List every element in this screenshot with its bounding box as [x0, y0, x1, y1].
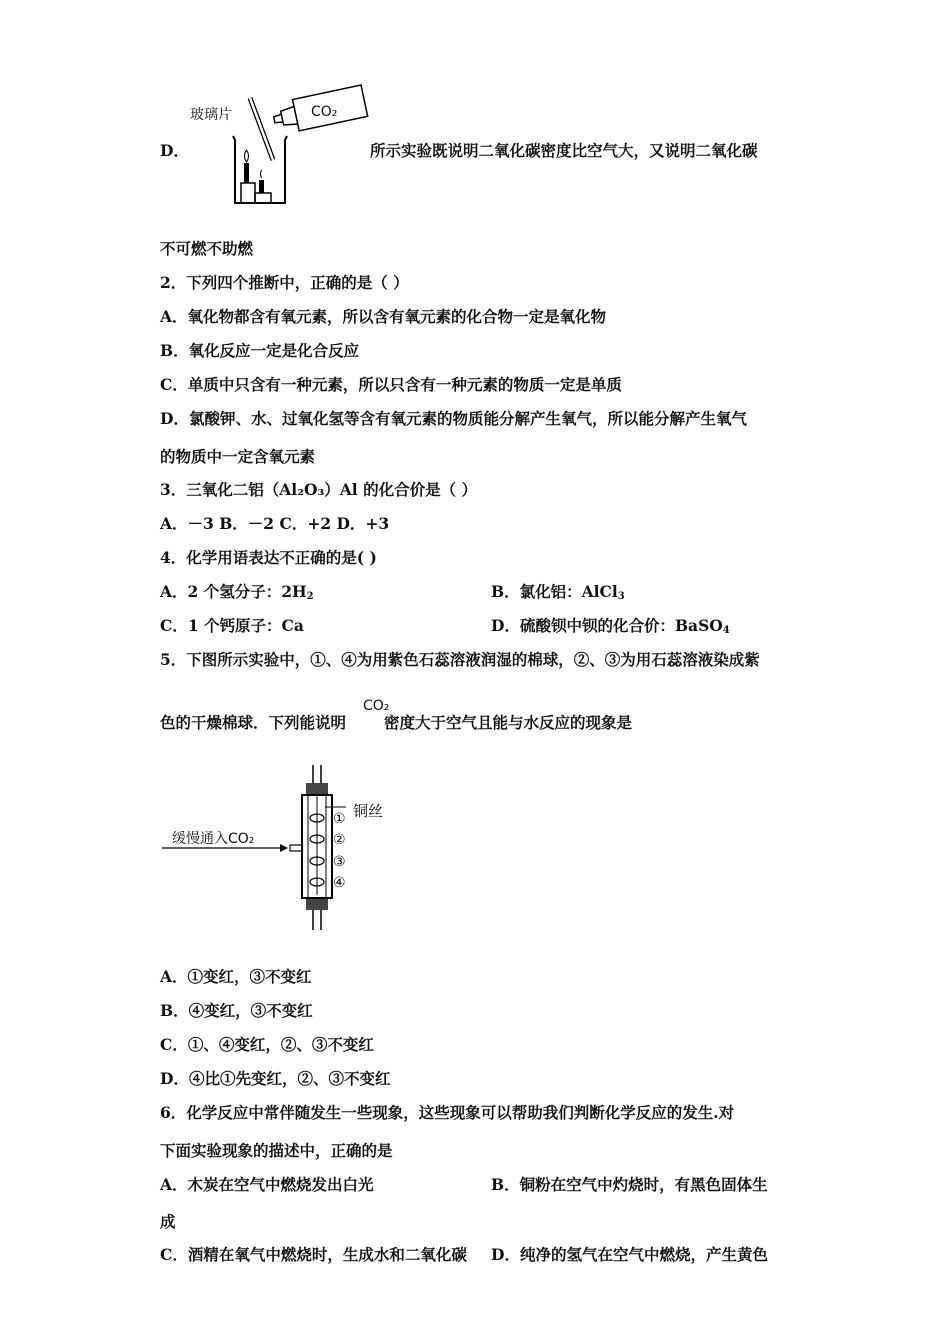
q5-option-c: C．①、④变红，②、③不变红 [160, 1035, 374, 1054]
ball-label-3: ③ [333, 854, 346, 870]
ball-label-2: ② [333, 832, 346, 848]
q2-stem: 2．下列四个推断中，正确的是（ ） [160, 273, 409, 292]
q5-stem: 5．下图所示实验中，①、④为用紫色石蕊溶液润湿的棉球，②、③为用石蕊溶液染成紫 [160, 650, 760, 669]
beaker-co2-figure [185, 78, 375, 208]
q4-option-d: D．硫酸钡中钡的化合价：BaSO$_4$ [491, 616, 730, 636]
q4-option-a: A．2 个氢分子：$2H_2$ [160, 582, 314, 602]
glass-plate-label: 玻璃片 [190, 107, 232, 123]
q4-option-c: C．1 个钙原子：Ca [160, 616, 304, 635]
q2-option-d: D．氯酸钾、水、过氧化氢等含有氧元素的物质能分解产生氧气，所以能分解产生氧气 [160, 409, 747, 428]
q6-option-b: B．铜粉在空气中灼烧时，有黑色固体生 [491, 1175, 768, 1194]
q2-option-c: C．单质中只含有一种元素，所以只含有一种元素的物质一定是单质 [160, 375, 622, 394]
q1-option-d-text: 所示实验既说明二氧化碳密度比空气大，又说明二氧化碳 [370, 141, 758, 160]
copper-wire-label: 铜丝 [353, 802, 384, 820]
q5-co2-inline: CO₂ [363, 698, 390, 714]
q6-option-c: C．酒精在氧气中燃烧时，生成水和二氧化碳 [160, 1245, 467, 1264]
q5-option-d: D．④比①先变红，②、③不变红 [160, 1069, 391, 1088]
q6-option-a: A．木炭在空气中燃烧发出白光 [160, 1175, 374, 1194]
q5-stem-cont: 色的干燥棉球．下列能说明 密度大于空气且能与水反应的现象是 [160, 713, 633, 732]
q1-option-d-text-cont: 不可燃不助燃 [160, 239, 254, 258]
q6-option-d: D．纯净的氢气在空气中燃烧，产生黄色 [491, 1245, 768, 1264]
q6-option-b-cont: 成 [160, 1212, 176, 1231]
q5-option-b: B．④变红，③不变红 [160, 1001, 313, 1020]
q4-option-b: B．氯化铝：AlCl$_3$ [491, 582, 625, 602]
q5-option-a: A．①变红，③不变红 [160, 967, 312, 986]
q6-stem-cont: 下面实验现象的描述中，正确的是 [160, 1141, 393, 1160]
ball-label-1: ① [333, 811, 346, 827]
q1-option-d-label: D． [160, 141, 189, 160]
q3-stem: 3．三氧化二铝（Al₂O₃）Al 的化合价是（ ） [160, 480, 477, 499]
co2-inlet-label: 缓慢通入CO₂ [172, 831, 255, 847]
q4-stem: 4．化学用语表达不正确的是( ) [160, 548, 377, 567]
q6-stem: 6．化学反应中常伴随发生一些现象，这些现象可以帮助我们判断化学反应的发生.对 [160, 1103, 735, 1122]
co2-bottle-label: CO₂ [311, 104, 338, 120]
q2-option-b: B．氧化反应一定是化合反应 [160, 341, 360, 360]
q2-option-d-cont: 的物质中一定含氧元素 [160, 447, 316, 466]
q3-options: A．－3 B．－2 C．+2 D．+3 [160, 514, 390, 533]
ball-label-4: ④ [333, 875, 346, 891]
q2-option-a: A．氧化物都含有氧元素，所以含有氧元素的化合物一定是氧化物 [160, 307, 607, 326]
